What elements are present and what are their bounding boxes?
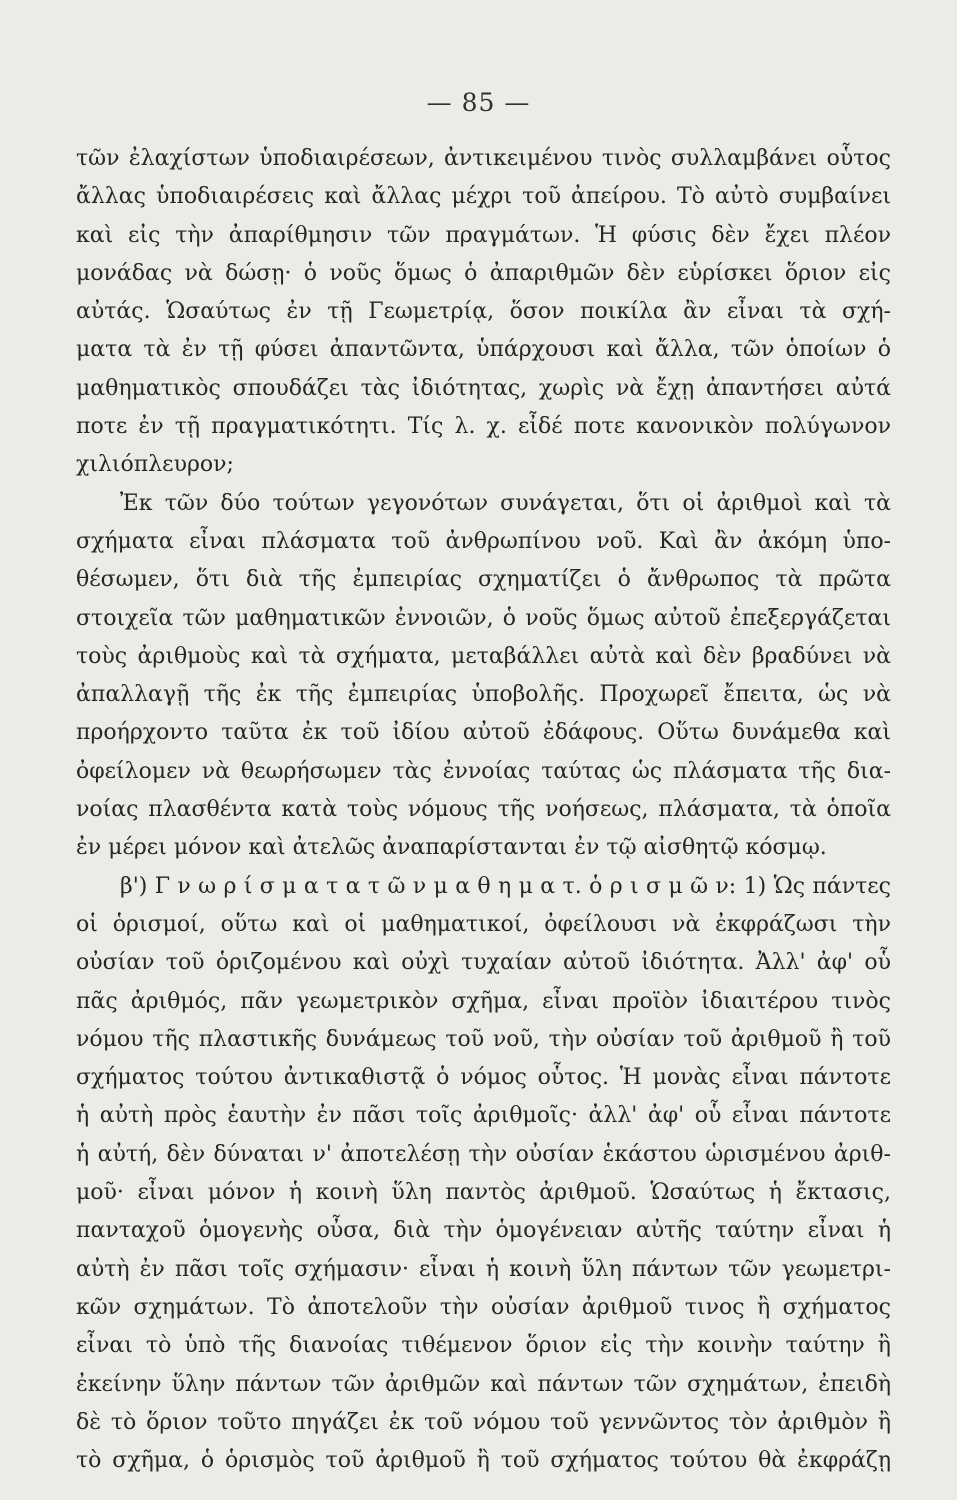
text-line: χιλιόπλευρον; xyxy=(76,452,234,478)
text-line: ὀφείλομεν νὰ θεωρήσωμεν τὰς ἐννοίας ταύτας ὡς πλάσματα τῆς δια- xyxy=(76,758,891,784)
text-line: μαθηματικὸς σπουδάζει τὰς ἰδιότητας, χωρὶς νὰ ἔχῃ ἀπαντήσει αὐτά xyxy=(76,375,891,401)
text-line: πᾶς ἀριθμός, πᾶν γεωμετρικὸν σχῆμα, εἶναι προϊὸν ἰδιαιτέρου τινὸς xyxy=(76,988,891,1014)
text-line: ἐκείνην ὕλην πάντων τῶν ἀριθμῶν καὶ πάντων τῶν σχημάτων, ἐπειδὴ xyxy=(76,1371,891,1397)
text-line: πανταχοῦ ὁμογενὴς οὖσα, διὰ τὴν ὁμογένειαν αὐτῆς ταύτην εἶναι ἡ xyxy=(76,1218,891,1244)
text-line: ἡ αὐτὴ πρὸς ἑαυτὴν ἐν πᾶσι τοῖς ἀριθμοῖς· ἀλλ' ἀφ' οὗ εἶναι πάντοτε xyxy=(76,1103,891,1129)
text-line: τῶν ἐλαχίστων ὑποδιαιρέσεων, ἀντικειμένου τινὸς συλλαμβάνει οὗτος xyxy=(76,146,891,171)
text-line: εἶναι τὸ ὑπὸ τῆς διανοίας τιθέμενον ὅριον εἰς τὴν κοινὴν ταύτην ἢ xyxy=(76,1333,891,1359)
text-line: μοῦ· εἶναι μόνον ἡ κοινὴ ὕλη παντὸς ἀριθμοῦ. Ὡσαύτως ἡ ἔκτασις, xyxy=(76,1180,891,1206)
text-line: ἄλλας ὑποδιαιρέσεις καὶ ἄλλας μέχρι τοῦ ἀπείρου. Τὸ αὐτὸ συμβαίνει xyxy=(76,184,891,210)
text-line: καὶ εἰς τὴν ἀπαρίθμησιν τῶν πραγμάτων. Ἡ φύσις δὲν ἔχει πλέον xyxy=(76,222,891,248)
text-line: Ἐκ τῶν δύο τούτων γεγονότων συνάγεται, ὅτι οἱ ἀριθμοὶ καὶ τὰ xyxy=(120,490,891,516)
text-line: νοίας πλασθέντα κατὰ τοὺς νόμους τῆς νοήσεως, πλάσματα, τὰ ὁποῖα xyxy=(76,797,891,823)
text-line: προήρχοντο ταῦτα ἐκ τοῦ ἰδίου αὐτοῦ ἐδάφους. Οὕτω δυνάμεθα καὶ xyxy=(76,720,891,746)
text-line: σχήματος τούτου ἀντικαθιστᾷ ὁ νόμος οὗτος. Ἡ μονὰς εἶναι πάντοτε xyxy=(76,1065,891,1091)
text-line: οὐσίαν τοῦ ὁριζομένου καὶ οὐχὶ τυχαίαν αὐτοῦ ἰδιότητα. Ἀλλ' ἀφ' οὗ xyxy=(76,950,891,976)
text-line: σχήματα εἶναι πλάσματα τοῦ ἀνθρωπίνου νοῦ. Καὶ ἂν ἀκόμη ὑπο- xyxy=(76,528,891,554)
text-line: ἡ αὐτή, δὲν δύναται ν' ἀποτελέσῃ τὴν οὐσίαν ἑκάστου ὡρισμένου ἀριθ- xyxy=(76,1141,891,1167)
body-text xyxy=(76,140,891,1480)
text-line: δὲ τὸ ὅριον τοῦτο πηγάζει ἐκ τοῦ νόμου τοῦ γεννῶντος τὸν ἀριθμὸν ἢ xyxy=(76,1409,891,1435)
text-line: ἐν μέρει μόνον καὶ ἀτελῶς ἀναπαρίστανται ἐν τῷ αἰσθητῷ κόσμῳ. xyxy=(76,835,827,861)
page-number: — 85 — xyxy=(426,88,531,117)
text-line: νόμου τῆς πλαστικῆς δυνάμεως τοῦ νοῦ, τὴν οὐσίαν τοῦ ἀριθμοῦ ἢ τοῦ xyxy=(76,1026,891,1052)
text-line: τὸ σχῆμα, ὁ ὁρισμὸς τοῦ ἀριθμοῦ ἢ τοῦ σχήματος τούτου θὰ ἐκφράζῃ xyxy=(76,1448,891,1474)
text-line: αὐτὴ ἐν πᾶσι τοῖς σχήμασιν· εἶναι ἡ κοινὴ ὕλη πάντων τῶν γεωμετρι- xyxy=(76,1256,891,1282)
text-line: ποτε ἐν τῇ πραγματικότητι. Τίς λ. χ. εἶδέ ποτε κανονικὸν πολύγωνον xyxy=(76,414,891,440)
text-line: ματα τὰ ἐν τῇ φύσει ἀπαντῶντα, ὑπάρχουσι καὶ ἄλλα, τῶν ὁποίων ὁ xyxy=(76,337,891,363)
text-line: κῶν σχημάτων. Τὸ ἀποτελοῦν τὴν οὐσίαν ἀριθμοῦ τινος ἢ σχήματος xyxy=(76,1294,891,1320)
text-line: μονάδας νὰ δώσῃ· ὁ νοῦς ὅμως ὁ ἀπαριθμῶν δὲν εὑρίσκει ὅριον εἰς xyxy=(76,260,891,286)
text-line: τοὺς ἀριθμοὺς καὶ τὰ σχήματα, μεταβάλλει αὐτὰ καὶ δὲν βραδύνει νὰ xyxy=(76,643,891,669)
text-line: στοιχεῖα τῶν μαθηματικῶν ἐννοιῶν, ὁ νοῦς ὅμως αὐτοῦ ἐπεξεργάζεται xyxy=(76,605,891,631)
text-line: β') Γ ν ω ρ ί σ μ α τ α τ ῶ ν μ α θ η μ α τ. ὁ ρ ι σ μ ῶ ν: 1) Ὡς πάντες xyxy=(120,873,891,899)
text-line: οἱ ὁρισμοί, οὕτω καὶ οἱ μαθηματικοί, ὀφείλουσι νὰ ἐκφράζωσι τὴν xyxy=(76,911,891,937)
text-line: θέσωμεν, ὅτι διὰ τῆς ἐμπειρίας σχηματίζει ὁ ἄνθρωπος τὰ πρῶτα xyxy=(76,567,891,593)
text-line: ἀπαλλαγῇ τῆς ἐκ τῆς ἐμπειρίας ὑποβολῆς. Προχωρεῖ ἔπειτα, ὡς νὰ xyxy=(76,682,891,708)
text-line: αὐτάς. Ὡσαύτως ἐν τῇ Γεωμετρίᾳ, ὅσον ποικίλα ἂν εἶναι τὰ σχή- xyxy=(76,299,891,325)
